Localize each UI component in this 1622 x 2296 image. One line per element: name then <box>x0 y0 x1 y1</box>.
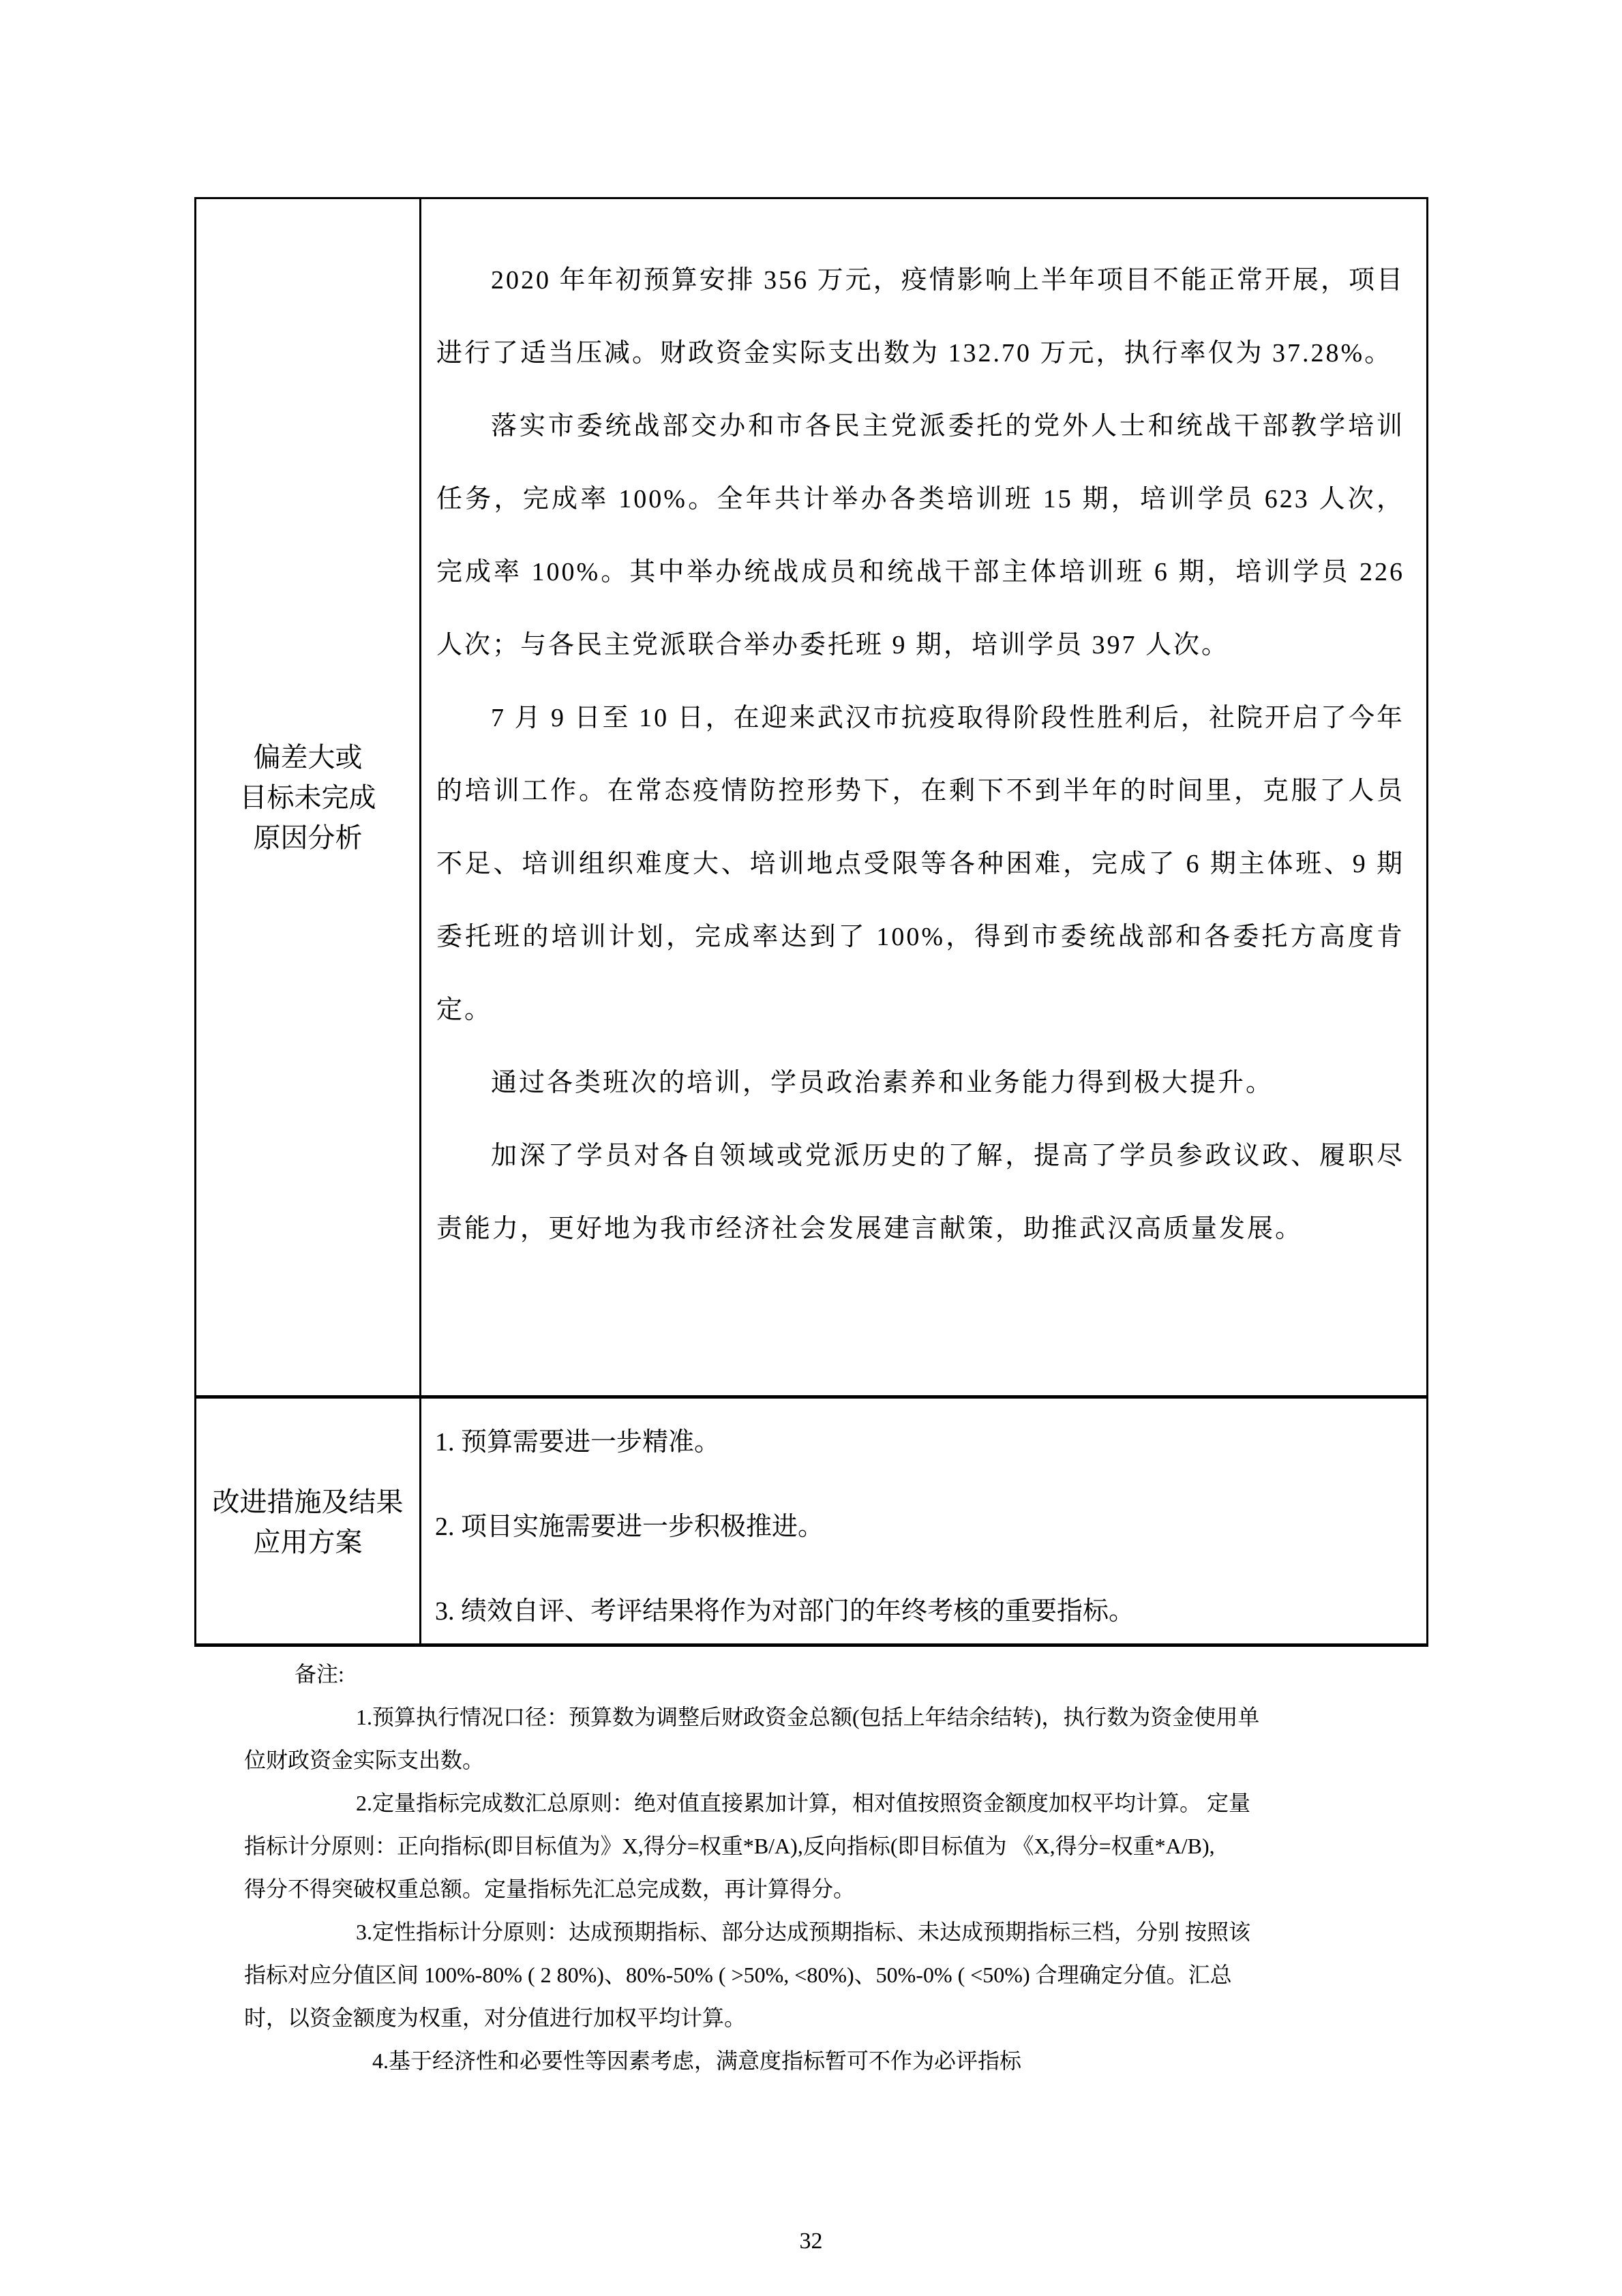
note-item-1 <box>244 1696 1379 1782</box>
analysis-paragraph: 加深了学员对各自领域或党派历史的了解，提高了学员参政议政、履职尽责能力，更好地为我市经济社会发展建言献策，助推武汉高质量发展。 <box>436 1142 1405 1243</box>
note-item-2 <box>244 1782 1379 1911</box>
row-header-line: 原因分析 <box>253 822 363 853</box>
deviation-analysis-content <box>421 199 1426 1395</box>
row-header-improvement-measures <box>196 1399 421 1645</box>
table-row-improvement-measures <box>196 1395 1426 1645</box>
note-line: 指标计分原则：正向指标(即目标值为》X,得分=权重*B/A),反向指标(即目标值为 《X,得分=权重*A/B), <box>244 1834 1215 1858</box>
table-row-deviation-analysis <box>196 199 1426 1395</box>
note-line: 2.定量指标完成数汇总原则：绝对值直接累加计算，相对值按照资金额度加权平均计算。 定量 <box>356 1791 1251 1815</box>
row-header-line: 应用方案 <box>253 1526 363 1557</box>
note-line: 得分不得突破权重总额。定量指标先汇总完成数，再计算得分。 <box>244 1877 856 1901</box>
note-line: 3.定性指标计分原则：达成预期指标、部分达成预期指标、未达成预期指标三档，分别 按照该 <box>356 1920 1251 1944</box>
row-header-deviation-analysis <box>196 199 421 1395</box>
improvement-item: 1. 预算需要进一步精准。 <box>435 1427 721 1457</box>
note-item-3 <box>244 1911 1379 2040</box>
note-line: 时，以资金额度为权重，对分值进行加权平均计算。 <box>244 2006 747 2030</box>
evaluation-table <box>194 197 1428 1647</box>
improvement-measures-content <box>421 1399 1426 1645</box>
note-item-4 <box>244 2040 1379 2083</box>
note-line: 1.预算执行情况口径：预算数为调整后财政资金总额(包括上年结余结转)，执行数为资金使用单 <box>356 1705 1260 1729</box>
analysis-paragraph: 2020 年年初预算安排 356 万元，疫情影响上半年项目不能正常开展，项目进行了适当压减。财政资金实际支出数为 132.70 万元，执行率仅为 37.28%。 <box>436 266 1405 368</box>
page-number: 32 <box>799 2228 823 2254</box>
improvement-item: 2. 项目实施需要进一步积极推进。 <box>435 1512 824 1541</box>
analysis-paragraph: 落实市委统战部交办和市各民主党派委托的党外人士和统战干部教学培训任务，完成率 100%。全年共计举办各类培训班 15 期，培训学员 623 人次，完成率 100%。其中举办统战成员和统战干部主体培训班 6 期，培训学员 226 人次；与各民主党派联合举办委托班 9 期，培训学员 397 人次。 <box>436 412 1405 659</box>
note-line: 4.基于经济性和必要性等因素考虑，满意度指标暂可不作为必评指标 <box>372 2048 1022 2073</box>
notes-section <box>244 1653 1379 2083</box>
improvement-item: 3. 绩效自评、考评结果将作为对部门的年终考核的重要指标。 <box>435 1596 1135 1626</box>
row-header-line: 偏差大或 <box>253 741 363 773</box>
note-line: 指标对应分值区间 100%-80% ( 2 80%)、80%-50% ( >50%, <80%)、50%-0% ( <50%) 合理确定分值。汇总 <box>244 1963 1232 1987</box>
notes-label: 备注: <box>295 1662 344 1686</box>
analysis-paragraph: 通过各类班次的培训，学员政治素养和业务能力得到极大提升。 <box>491 1069 1274 1097</box>
analysis-paragraph: 7 月 9 日至 10 日，在迎来武汉市抗疫取得阶段性胜利后，社院开启了今年的培训工作。在常态疫情防控形势下，在剩下不到半年的时间里，克服了人员不足、培训组织难度大、培训地点受限等各种困难，完成了 6 期主体班、9 期委托班的培训计划，完成率达到了 100%，得到市委统战部和各委托方高度肯定。 <box>436 704 1405 1024</box>
row-header-line: 目标未完成 <box>239 781 376 813</box>
note-line: 位财政资金实际支出数。 <box>244 1748 485 1772</box>
row-header-line: 改进措施及结果 <box>212 1486 404 1517</box>
